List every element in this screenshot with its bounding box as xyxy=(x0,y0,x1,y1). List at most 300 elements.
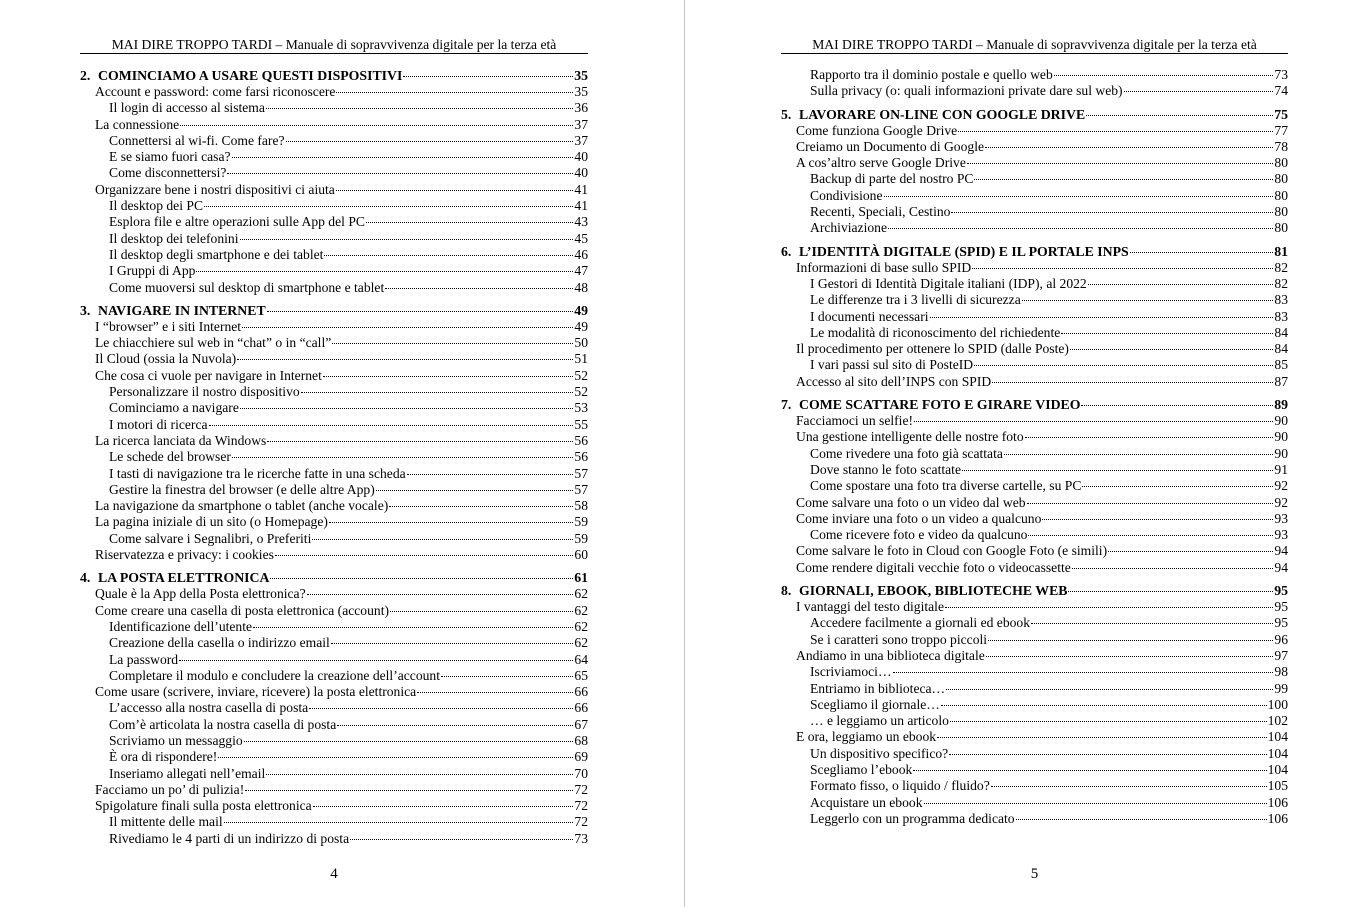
dot-leader xyxy=(312,538,573,540)
toc-entry-title: I Gestori di Identità Digitale italiani (IDP), al 2022 xyxy=(810,275,1087,291)
toc-entry xyxy=(80,684,588,700)
toc-page-number: 78 xyxy=(1274,138,1288,154)
toc-entry-title: Backup di parte del nostro PC xyxy=(810,171,974,187)
toc-page-number: 72 xyxy=(574,781,588,797)
toc-entry-title: Iscriviamoci… xyxy=(810,664,892,680)
toc-entry xyxy=(80,514,588,530)
toc-entry xyxy=(80,482,588,498)
dot-leader xyxy=(1081,404,1273,406)
toc-entry-title: Informazioni di base sullo SPID xyxy=(796,259,972,275)
toc-page-number: 98 xyxy=(1274,664,1288,680)
toc-chapter-entry xyxy=(781,396,1288,413)
chapter-title: COMINCIAMO A USARE QUESTI DISPOSITIVI xyxy=(98,68,403,83)
toc-entry-title: Connettersi al wi-fi. Come fare? xyxy=(109,132,285,148)
toc-page-number: 106 xyxy=(1267,810,1288,826)
toc-page-number: 87 xyxy=(1274,373,1288,389)
toc-entry xyxy=(781,139,1288,155)
toc-page-number: 60 xyxy=(574,547,588,563)
toc-entry xyxy=(781,746,1288,762)
toc-entry-title xyxy=(781,582,1067,599)
toc-entry xyxy=(781,413,1288,429)
toc-page-number: 67 xyxy=(574,716,588,732)
dot-leader xyxy=(244,740,574,742)
toc-page-number: 59 xyxy=(574,530,588,546)
chapter-number: 2. xyxy=(80,68,91,83)
running-header: MAI DIRE TROPPO TARDI – Manuale di sopravvivenza digitale per la terza età xyxy=(781,37,1288,54)
toc-entry xyxy=(781,762,1288,778)
toc-entry-title: Spigolature finali sulla posta elettronica xyxy=(95,798,312,814)
dot-leader xyxy=(407,473,574,475)
dot-leader xyxy=(245,789,573,791)
toc-page-number: 97 xyxy=(1274,647,1288,663)
toc-page-number: 104 xyxy=(1267,745,1288,761)
toc-page-number: 43 xyxy=(574,214,588,230)
dot-leader xyxy=(286,140,574,142)
toc-page-number: 61 xyxy=(574,570,588,586)
toc-entry xyxy=(80,586,588,602)
dot-leader xyxy=(336,189,574,191)
toc-entry-title: Il procedimento per ottenere lo SPID (dalle Poste) xyxy=(796,341,1069,357)
toc-entry-title: Organizzare bene i nostri dispositivi ci aiuta xyxy=(95,181,335,197)
toc-page-number: 84 xyxy=(1274,324,1288,340)
dot-leader xyxy=(949,753,1266,755)
toc-entry xyxy=(781,664,1288,680)
toc-page-number: 52 xyxy=(574,384,588,400)
toc-entry xyxy=(80,384,588,400)
toc-entry-title: Archiviazione xyxy=(810,220,887,236)
toc-entry-title: Che cosa ci vuole per navigare in Internet xyxy=(95,367,322,383)
toc-entry xyxy=(80,782,588,798)
dot-leader xyxy=(331,642,574,644)
dot-leader xyxy=(1061,332,1273,334)
toc-entry xyxy=(80,182,588,198)
toc-entry-title xyxy=(80,302,266,319)
dot-leader xyxy=(937,736,1267,738)
dot-leader xyxy=(1042,518,1273,520)
dot-leader xyxy=(888,227,1273,229)
dot-leader xyxy=(232,456,573,458)
toc-entry-title: Come funziona Google Drive xyxy=(796,122,958,138)
toc-entry xyxy=(80,814,588,830)
toc-entry-title: Se i caratteri sono troppo piccoli xyxy=(810,631,988,647)
toc-entry-title: Le differenze tra i 3 livelli di sicurezza xyxy=(810,292,1021,308)
toc-entry xyxy=(781,495,1288,511)
toc-entry-title: Recenti, Speciali, Cestino xyxy=(810,204,951,220)
dot-leader xyxy=(914,420,1273,422)
toc-page-number: 105 xyxy=(1267,778,1288,794)
toc-entry xyxy=(80,547,588,563)
toc-page-number: 80 xyxy=(1274,187,1288,203)
toc-entry-title: Acquistare un ebook xyxy=(810,794,923,810)
toc-entry-title: Una gestione intelligente delle nostre foto xyxy=(796,429,1024,445)
page-number: 4 xyxy=(330,866,338,882)
toc-page-number: 69 xyxy=(574,749,588,765)
toc-page-number: 93 xyxy=(1274,510,1288,526)
toc-entry xyxy=(80,263,588,279)
chapter-number: 6. xyxy=(781,243,792,259)
toc-entry-title: Rapporto tra il dominio postale e quello web xyxy=(810,67,1053,82)
toc-page-number: 99 xyxy=(1274,680,1288,696)
toc-page-number: 57 xyxy=(574,481,588,497)
dot-leader xyxy=(1086,114,1273,116)
toc-entry-title xyxy=(781,106,1085,123)
toc-entry-title: Quale è la App della Posta elettronica? xyxy=(95,586,306,602)
toc-page-number: 57 xyxy=(574,465,588,481)
toc-entry-title: Com’è articolata la nostra casella di posta xyxy=(109,716,337,732)
toc-entry-title xyxy=(80,67,402,84)
dot-leader xyxy=(992,381,1273,383)
toc-entry-title: Facciamoci un selfie! xyxy=(796,413,914,429)
dot-leader xyxy=(1082,485,1273,487)
toc-page-number: 40 xyxy=(574,149,588,165)
toc-entry xyxy=(781,204,1288,220)
chapter-title: L’IDENTITÀ DIGITALE (SPID) E IL PORTALE INPS xyxy=(799,243,1129,259)
dot-leader xyxy=(884,195,1274,197)
toc-entry-title: Identificazione dell’utente xyxy=(109,618,253,634)
dot-leader xyxy=(313,805,574,807)
toc-entry xyxy=(781,171,1288,187)
dot-leader xyxy=(266,773,573,775)
toc-entry xyxy=(80,165,588,181)
toc-page-number: 82 xyxy=(1274,259,1288,275)
toc-chapter-entry xyxy=(781,106,1288,123)
toc-entry xyxy=(80,498,588,514)
toc-page-number: 106 xyxy=(1267,794,1288,810)
toc-page-number: 72 xyxy=(574,798,588,814)
toc-entry-title: Entriamo in biblioteca… xyxy=(810,680,946,696)
toc-entry xyxy=(781,220,1288,236)
toc-page-number: 82 xyxy=(1274,275,1288,291)
toc-page-number: 55 xyxy=(574,416,588,432)
right-page xyxy=(781,0,1288,907)
dot-leader xyxy=(893,671,1274,673)
dot-leader xyxy=(1088,283,1274,285)
dot-leader xyxy=(376,489,574,491)
toc-entry-title: I Gruppi di App xyxy=(109,263,196,279)
dot-leader xyxy=(232,156,574,158)
toc-entry xyxy=(80,466,588,482)
dot-leader xyxy=(1054,74,1274,76)
toc-entry-title: Andiamo in una biblioteca digitale xyxy=(796,647,985,663)
toc-page-number: 59 xyxy=(574,514,588,530)
dot-leader xyxy=(941,704,1267,706)
toc-entry xyxy=(781,713,1288,729)
toc-entry-title: Le modalità di riconoscimento del richiedente xyxy=(810,324,1061,340)
toc-page-number: 80 xyxy=(1274,220,1288,236)
toc-page-number: 66 xyxy=(574,684,588,700)
dot-leader xyxy=(1004,453,1274,455)
dot-leader xyxy=(275,554,574,556)
toc-entry-title: Completare il modulo e concludere la creazione dell’account xyxy=(109,667,441,683)
toc-page-number: 62 xyxy=(574,602,588,618)
dot-leader xyxy=(301,391,574,393)
dot-leader xyxy=(337,724,573,726)
toc-page-number: 58 xyxy=(574,498,588,514)
toc-entry-title: Inseriamo allegati nell’email xyxy=(109,765,266,781)
table-of-contents xyxy=(80,67,588,847)
dot-leader xyxy=(218,756,573,758)
toc-page-number: 80 xyxy=(1274,204,1288,220)
dot-leader xyxy=(385,287,573,289)
page-number: 5 xyxy=(1030,866,1039,882)
dot-leader xyxy=(1031,622,1273,624)
toc-entry-title: I tasti di navigazione tra le ricerche fatte in una scheda xyxy=(109,465,406,481)
toc-entry xyxy=(80,149,588,165)
dot-leader xyxy=(240,238,574,240)
toc-entry-title: È ora di rispondere! xyxy=(109,749,218,765)
chapter-title: LA POSTA ELETTRONICA xyxy=(98,570,270,586)
toc-page-number: 53 xyxy=(574,400,588,416)
toc-page-number: 92 xyxy=(1274,478,1288,494)
toc-entry-title: Accesso al sito dell’INPS con SPID xyxy=(796,373,992,389)
toc-page-number: 104 xyxy=(1267,729,1288,745)
toc-page-number: 83 xyxy=(1274,308,1288,324)
toc-page-number: 36 xyxy=(574,100,588,116)
toc-page-number: 74 xyxy=(1274,83,1288,99)
dot-leader xyxy=(985,146,1273,148)
toc-entry-title: Il login di accesso al sistema xyxy=(109,100,265,116)
toc-entry xyxy=(80,717,588,733)
dot-leader xyxy=(180,124,573,126)
toc-entry xyxy=(781,325,1288,341)
toc-page-number: 92 xyxy=(1274,494,1288,510)
dot-leader xyxy=(324,254,573,256)
toc-entry-title: E ora, leggiamo un ebook xyxy=(796,729,937,745)
toc-entry-title: Il mittente delle mail xyxy=(109,814,223,830)
dot-leader xyxy=(1016,818,1267,820)
toc-entry xyxy=(80,749,588,765)
toc-page-number: 47 xyxy=(574,263,588,279)
dot-leader xyxy=(1108,550,1273,552)
running-header: MAI DIRE TROPPO TARDI – Manuale di sopravvivenza digitale per la terza età xyxy=(80,37,588,54)
toc-page-number: 91 xyxy=(1274,461,1288,477)
toc-entry-title: Le schede del browser xyxy=(109,449,231,465)
dot-leader xyxy=(389,505,573,507)
toc-entry-title: Come usare (scrivere, inviare, ricevere) la posta elettronica xyxy=(95,684,417,700)
dot-leader xyxy=(991,785,1267,787)
toc-page-number: 95 xyxy=(1274,615,1288,631)
toc-page-number: 90 xyxy=(1274,445,1288,461)
toc-entry-title: Riservatezza e privacy: i cookies xyxy=(95,547,274,563)
toc-page-number: 35 xyxy=(574,84,588,99)
toc-entry-title: A cos’altro serve Google Drive xyxy=(796,155,966,171)
toc-entry-title: La connessione xyxy=(95,116,180,132)
toc-page-number: 68 xyxy=(574,732,588,748)
toc-entry xyxy=(80,133,588,149)
toc-page-number: 80 xyxy=(1274,171,1288,187)
dot-leader xyxy=(958,130,1273,132)
toc-entry-title: Sulla privacy (o: quali informazioni private dare sul web) xyxy=(810,83,1123,99)
dot-leader xyxy=(224,821,574,823)
page-divider xyxy=(684,0,685,907)
toc-page-number: 64 xyxy=(574,651,588,667)
toc-entry-title: Un dispositivo specifico? xyxy=(810,745,949,761)
toc-entry xyxy=(80,700,588,716)
dot-leader xyxy=(988,639,1273,641)
toc-entry-title: I vantaggi del testo digitale xyxy=(796,599,944,615)
toc-entry xyxy=(781,648,1288,664)
toc-entry-title: L’accesso alla nostra casella di posta xyxy=(109,700,309,716)
dot-leader xyxy=(253,626,573,628)
dot-leader xyxy=(1028,534,1273,536)
toc-entry xyxy=(80,831,588,847)
toc-entry xyxy=(80,449,588,465)
toc-entry-title: La navigazione da smartphone o tablet (anche vocale) xyxy=(95,498,389,514)
toc-entry xyxy=(781,681,1288,697)
toc-entry-title: Condivisione xyxy=(810,187,883,203)
toc-page-number: 77 xyxy=(1274,122,1288,138)
toc-entry-title: Come muoversi sul desktop di smartphone e tablet xyxy=(109,279,385,295)
dot-leader xyxy=(309,707,573,709)
toc-page-number: 90 xyxy=(1274,429,1288,445)
dot-leader xyxy=(930,316,1274,318)
toc-page-number: 62 xyxy=(574,618,588,634)
toc-entry xyxy=(80,280,588,296)
toc-entry xyxy=(781,429,1288,445)
chapter-title: NAVIGARE IN INTERNET xyxy=(98,302,266,318)
toc-entry xyxy=(781,341,1288,357)
toc-entry xyxy=(80,214,588,230)
toc-entry xyxy=(80,635,588,651)
toc-entry xyxy=(80,231,588,247)
dot-leader xyxy=(972,267,1273,269)
toc-page-number: 51 xyxy=(574,351,588,367)
dot-leader xyxy=(950,720,1267,722)
toc-entry-title: Il desktop degli smartphone e dei tablet xyxy=(109,246,324,262)
toc-entry-title: … e leggiamo un articolo xyxy=(810,713,949,729)
toc-entry-title xyxy=(781,396,1080,413)
toc-page-number: 45 xyxy=(574,230,588,246)
toc-page-number: 83 xyxy=(1274,292,1288,308)
dot-leader xyxy=(1068,590,1273,592)
toc-entry xyxy=(781,778,1288,794)
dot-leader xyxy=(962,469,1273,471)
dot-leader xyxy=(196,270,573,272)
toc-entry-title: Le chiacchiere sul web in “chat” o in “call” xyxy=(95,335,332,351)
toc-entry-title: Dove stanno le foto scattate xyxy=(810,461,961,477)
toc-entry-title: Accedere facilmente a giornali ed ebook xyxy=(810,615,1031,631)
toc-entry xyxy=(80,319,588,335)
chapter-title: COME SCATTARE FOTO E GIRARE VIDEO xyxy=(799,397,1081,413)
toc-entry xyxy=(781,374,1288,390)
toc-entry-title: Account e password: come farsi riconoscere xyxy=(95,84,336,99)
toc-entry xyxy=(781,615,1288,631)
toc-page-number: 89 xyxy=(1274,397,1288,413)
toc-entry xyxy=(781,357,1288,373)
toc-entry-title: Come inviare una foto o un video a qualcuno xyxy=(796,510,1042,526)
chapter-number: 7. xyxy=(781,397,792,413)
chapter-number: 4. xyxy=(80,570,91,586)
toc-chapter-entry xyxy=(781,243,1288,260)
dot-leader xyxy=(270,577,573,579)
toc-page-number: 35 xyxy=(574,68,588,83)
dot-leader xyxy=(403,75,573,77)
toc-page-number: 41 xyxy=(574,198,588,214)
toc-page-number: 48 xyxy=(574,279,588,295)
dot-leader xyxy=(332,342,573,344)
toc-entry xyxy=(781,260,1288,276)
toc-entry-title: Il desktop dei telefonini xyxy=(109,230,239,246)
toc-entry xyxy=(781,697,1288,713)
toc-entry xyxy=(80,652,588,668)
toc-entry-title xyxy=(781,243,1129,260)
toc-entry xyxy=(781,527,1288,543)
toc-page-number: 80 xyxy=(1274,155,1288,171)
dot-leader xyxy=(209,424,574,426)
toc-page-number: 46 xyxy=(574,246,588,262)
toc-entry xyxy=(781,188,1288,204)
toc-entry-title: I “browser” e i siti Internet xyxy=(95,318,242,334)
dot-leader xyxy=(974,178,1273,180)
toc-entry-title: Creazione della casella o indirizzo email xyxy=(109,635,330,651)
toc-entry xyxy=(781,155,1288,171)
toc-entry-title: Come salvare i Segnalibri, o Preferiti xyxy=(109,530,312,546)
dot-leader xyxy=(266,107,573,109)
toc-entry xyxy=(80,84,588,100)
toc-entry-title: Formato fisso, o liquido / fluido? xyxy=(810,778,990,794)
toc-page-number: 90 xyxy=(1274,413,1288,429)
toc-page-number: 75 xyxy=(1274,106,1288,122)
dot-leader xyxy=(390,610,573,612)
toc-entry-title: Gestire la finestra del browser (e delle altre App) xyxy=(109,481,375,497)
toc-entry-title: Rivediamo le 4 parti di un indirizzo di posta xyxy=(109,830,350,846)
chapter-number: 3. xyxy=(80,302,91,318)
toc-entry-title: Come rivedere una foto già scattata xyxy=(810,445,1003,461)
toc-entry xyxy=(80,531,588,547)
dot-leader xyxy=(204,205,573,207)
dot-leader xyxy=(307,593,574,595)
toc-page-number: 85 xyxy=(1274,357,1288,373)
toc-page-number: 95 xyxy=(1274,583,1288,599)
toc-entry xyxy=(80,766,588,782)
toc-page-number: 102 xyxy=(1267,713,1288,729)
toc-entry xyxy=(80,247,588,263)
dot-leader xyxy=(441,675,573,677)
chapter-number: 8. xyxy=(781,583,792,599)
toc-entry-title: Cominciamo a navigare xyxy=(109,400,239,416)
toc-entry-title: Come disconnettersi? xyxy=(109,165,227,181)
toc-entry xyxy=(80,668,588,684)
toc-page-number: 65 xyxy=(574,667,588,683)
dot-leader xyxy=(951,211,1273,213)
left-page xyxy=(80,0,588,907)
toc-entry-title: I vari passi sul sito di PosteID xyxy=(810,357,974,373)
toc-chapter-entry xyxy=(781,582,1288,599)
dot-leader xyxy=(323,375,574,377)
toc-page-number: 50 xyxy=(574,335,588,351)
toc-entry-title: Facciamo un po’ di pulizia! xyxy=(95,781,245,797)
toc-entry xyxy=(80,368,588,384)
toc-entry xyxy=(781,729,1288,745)
dot-leader xyxy=(946,688,1273,690)
toc-page-number: 104 xyxy=(1267,761,1288,777)
toc-page-number: 49 xyxy=(574,318,588,334)
toc-entry-title: Scegliamo il giornale… xyxy=(810,696,940,712)
chapter-title: LAVORARE ON-LINE CON GOOGLE DRIVE xyxy=(799,106,1086,122)
toc-entry-title: Creiamo un Documento di Google xyxy=(796,138,985,154)
dot-leader xyxy=(1072,567,1274,569)
toc-entry-title: Esplora file e altre operazioni sulle App del PC xyxy=(109,214,365,230)
dot-leader xyxy=(242,326,573,328)
toc-entry xyxy=(80,798,588,814)
dot-leader xyxy=(366,221,573,223)
chapter-title: GIORNALI, EBOOK, BIBLIOTECHE WEB xyxy=(799,583,1068,599)
toc-entry-title: Il desktop dei PC xyxy=(109,198,204,214)
dot-leader xyxy=(986,655,1274,657)
toc-entry xyxy=(781,276,1288,292)
toc-page-number: 70 xyxy=(574,765,588,781)
dot-leader xyxy=(237,358,573,360)
